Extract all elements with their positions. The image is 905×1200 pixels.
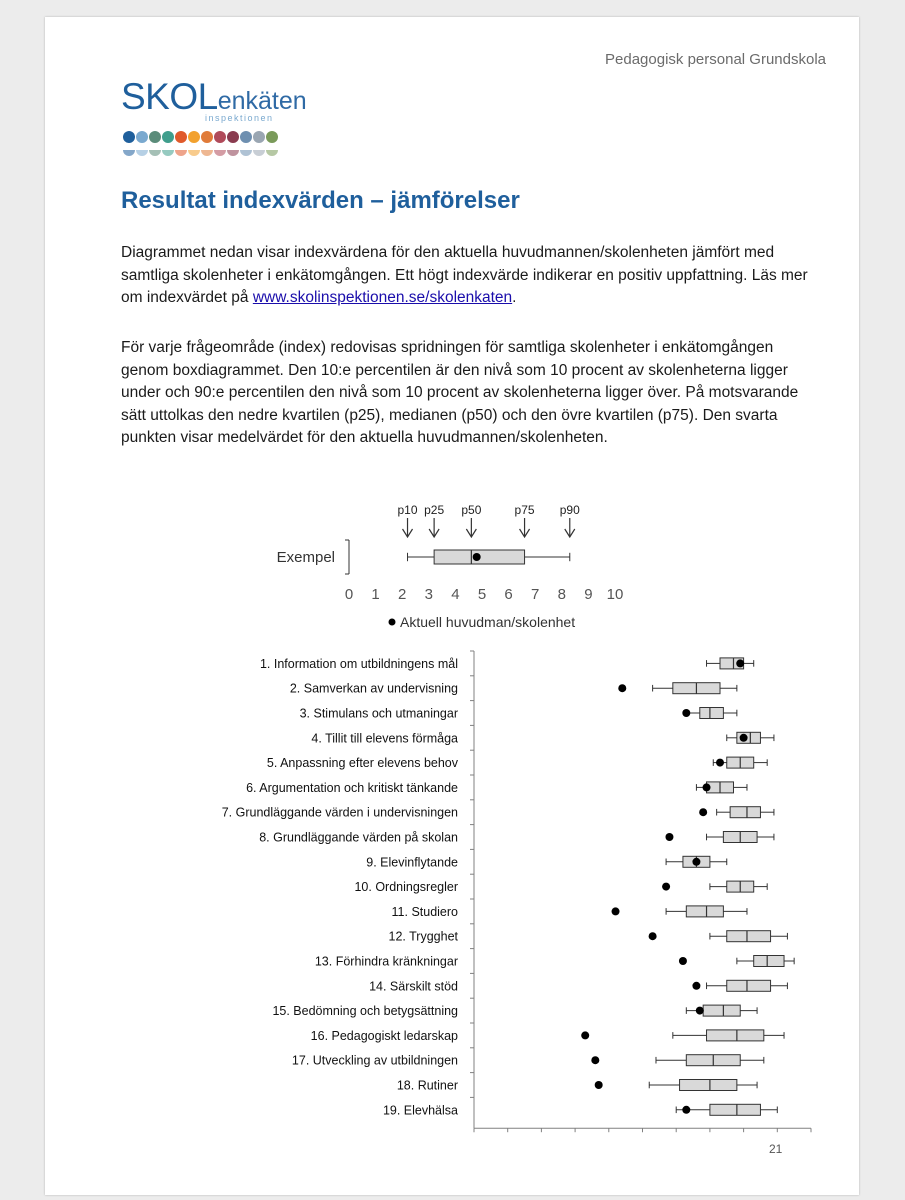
mean-dot <box>716 759 724 767</box>
mean-dot <box>591 1056 599 1064</box>
logo-dot-reflection <box>123 150 135 156</box>
iqr-box <box>680 1080 737 1091</box>
logo-dot-reflection <box>188 150 200 156</box>
category-label: 11. Studiero <box>391 904 458 919</box>
example-x-tick-label: 1 <box>371 586 380 603</box>
category-label: 4. Tillit till elevens förmåga <box>311 731 458 746</box>
example-label: Exempel <box>276 549 335 566</box>
logo-dot <box>214 131 226 143</box>
logo-dot-reflection <box>266 150 278 156</box>
x-tick-label <box>639 1135 647 1137</box>
mean-dot <box>692 982 700 990</box>
logo-dot <box>123 131 135 143</box>
example-boxplot <box>45 482 859 642</box>
x-tick-label <box>538 1135 546 1137</box>
example-x-tick-label: 10 <box>606 586 624 603</box>
mean-dot <box>649 932 657 940</box>
category-label: 17. Utveckling av utbildningen <box>291 1053 458 1068</box>
iqr-box <box>727 980 771 991</box>
category-label: 14. Särskilt stöd <box>369 979 458 994</box>
intro-text: Diagrammet nedan visar indexvärdena för den aktuella huvudmannen/skolenheten jämfört med samtliga skolenheter i enkätomgången. Ett högt indexvärde indikerar en positiv uppfattning. Läs mer om indexvärdet på <box>121 244 808 306</box>
mean-dot <box>665 833 673 841</box>
percentile-label: p50 <box>461 503 482 517</box>
iqr-box <box>730 807 760 818</box>
logo-word-enkaten: enkäten <box>217 87 307 115</box>
x-tick-label <box>672 1135 680 1137</box>
category-label: 5. Anpassning efter elevens behov <box>266 756 458 771</box>
example-x-tick-label: 8 <box>557 586 566 603</box>
percentile-label: p90 <box>559 503 580 517</box>
category-label: 8. Grundläggande värden på skolan <box>259 830 458 845</box>
explanation-paragraph: För varje frågeområde (index) redovisas spridningen för samtliga skolenheter i enkätomgången genom boxdiagrammet. Den 10:e percentilen är den nivå som 10 procent av skolenheterna ligger under och 90:e percentilen den nivå som 10 procent av skolenheterna ligger över. På motsvarande sätt uttolkas den nedre kvartilen (p25), medianen (p50) och den övre kvartilen (p75). Den svarta punkten visar medelvärdet för den aktuella huvudmannen/skolenheten. <box>121 339 799 446</box>
mean-dot <box>740 734 748 742</box>
logo-dot <box>240 131 252 143</box>
x-tick-label <box>571 1135 579 1137</box>
logo-dot-reflection <box>240 150 252 156</box>
logo-dot-reflection <box>162 150 174 156</box>
logo-dot <box>162 131 174 143</box>
iqr-box <box>686 906 723 917</box>
mean-dot <box>473 553 481 561</box>
category-label: 1. Information om utbildningens mål <box>259 656 458 671</box>
iqr-box <box>754 956 784 967</box>
logo-dot <box>266 131 278 143</box>
iqr-box <box>727 931 771 942</box>
iqr-box <box>710 1104 761 1115</box>
logo-dot <box>201 131 213 143</box>
header-title: Pedagogisk personal Grundskola <box>605 51 826 68</box>
skolenkaten-link[interactable]: www.skolinspektionen.se/skolenkaten <box>252 289 513 306</box>
example-x-tick-label: 6 <box>504 586 513 603</box>
x-tick-label <box>504 1135 512 1137</box>
mean-dot <box>682 709 690 717</box>
logo-dots-reflection <box>123 143 279 161</box>
example-x-tick-label: 5 <box>477 586 487 603</box>
mean-dot <box>736 659 744 667</box>
x-tick-label <box>773 1135 781 1137</box>
category-label: 18. Rutiner <box>396 1078 458 1093</box>
category-label: 7. Grundläggande värden i undervisningen <box>221 805 458 820</box>
category-label: 3. Stimulans och utmaningar <box>299 706 458 721</box>
example-x-tick-label: 4 <box>451 586 460 603</box>
iqr-box <box>707 1030 764 1041</box>
skolenkaten-logo <box>121 77 321 157</box>
mean-dot <box>679 957 687 965</box>
mean-dot <box>612 907 620 915</box>
category-label: 9. Elevinflytande <box>366 855 458 870</box>
example-x-tick-label: 2 <box>398 586 407 603</box>
category-label: 19. Elevhälsa <box>382 1103 458 1118</box>
logo-dot <box>149 131 161 143</box>
logo-dot-reflection <box>214 150 226 156</box>
document-page <box>45 17 859 1195</box>
logo-dot <box>175 131 187 143</box>
category-label: 16. Pedagogiskt ledarskap <box>310 1028 458 1043</box>
logo-word-skol: SKOL <box>121 76 218 117</box>
percentile-label: p75 <box>514 503 535 517</box>
logo-dot-reflection <box>227 150 239 156</box>
category-label: 13. Förhindra kränkningar <box>314 954 458 969</box>
intro-paragraph <box>121 242 821 310</box>
mean-dot <box>692 858 700 866</box>
logo-dot-reflection <box>149 150 161 156</box>
index-boxplot-chart <box>45 637 859 1137</box>
x-tick-label <box>803 1135 819 1137</box>
x-tick-label <box>740 1135 748 1137</box>
logo-dot <box>188 131 200 143</box>
logo-dot <box>253 131 265 143</box>
mean-dot <box>696 1007 704 1015</box>
legend-dot <box>389 619 396 626</box>
mean-dot <box>682 1106 690 1114</box>
mean-dot <box>581 1031 589 1039</box>
logo-dot-reflection <box>253 150 265 156</box>
percentile-label: p10 <box>397 503 418 517</box>
example-x-tick-label: 9 <box>584 586 593 603</box>
example-x-tick-label: 3 <box>424 586 433 603</box>
logo-dot-reflection <box>175 150 187 156</box>
category-label: 10. Ordningsregler <box>354 880 458 895</box>
example-x-tick-label: 0 <box>344 586 354 603</box>
page-number: 21 <box>769 1142 783 1156</box>
logo-dot <box>227 131 239 143</box>
iqr-box <box>700 708 724 719</box>
category-label: 15. Bedömning och betygsättning <box>272 1004 458 1019</box>
percentile-label: p25 <box>424 503 445 517</box>
mean-dot <box>595 1081 603 1089</box>
category-label: 6. Argumentation och kritiskt tänkande <box>246 780 458 795</box>
mean-dot <box>699 808 707 816</box>
example-x-tick-label: 7 <box>531 586 540 603</box>
x-tick-label <box>605 1135 613 1137</box>
intro-text-end: . <box>512 289 517 306</box>
mean-dot <box>662 883 670 891</box>
iqr-box <box>703 1005 740 1016</box>
mean-dot <box>618 684 626 692</box>
x-tick-label <box>470 1135 478 1137</box>
page-title: Resultat indexvärden – jämförelser <box>121 187 520 214</box>
category-label: 12. Trygghet <box>388 929 458 944</box>
x-tick-label <box>706 1135 714 1137</box>
logo-dot-reflection <box>136 150 148 156</box>
mean-dot <box>703 783 711 791</box>
logo-dot-reflection <box>201 150 213 156</box>
logo-dot <box>136 131 148 143</box>
legend-label: Aktuell huvudman/skolenhet <box>400 614 576 630</box>
logo-subtitle: inspektionen <box>205 113 274 123</box>
category-label: 2. Samverkan av undervisning <box>289 681 458 696</box>
